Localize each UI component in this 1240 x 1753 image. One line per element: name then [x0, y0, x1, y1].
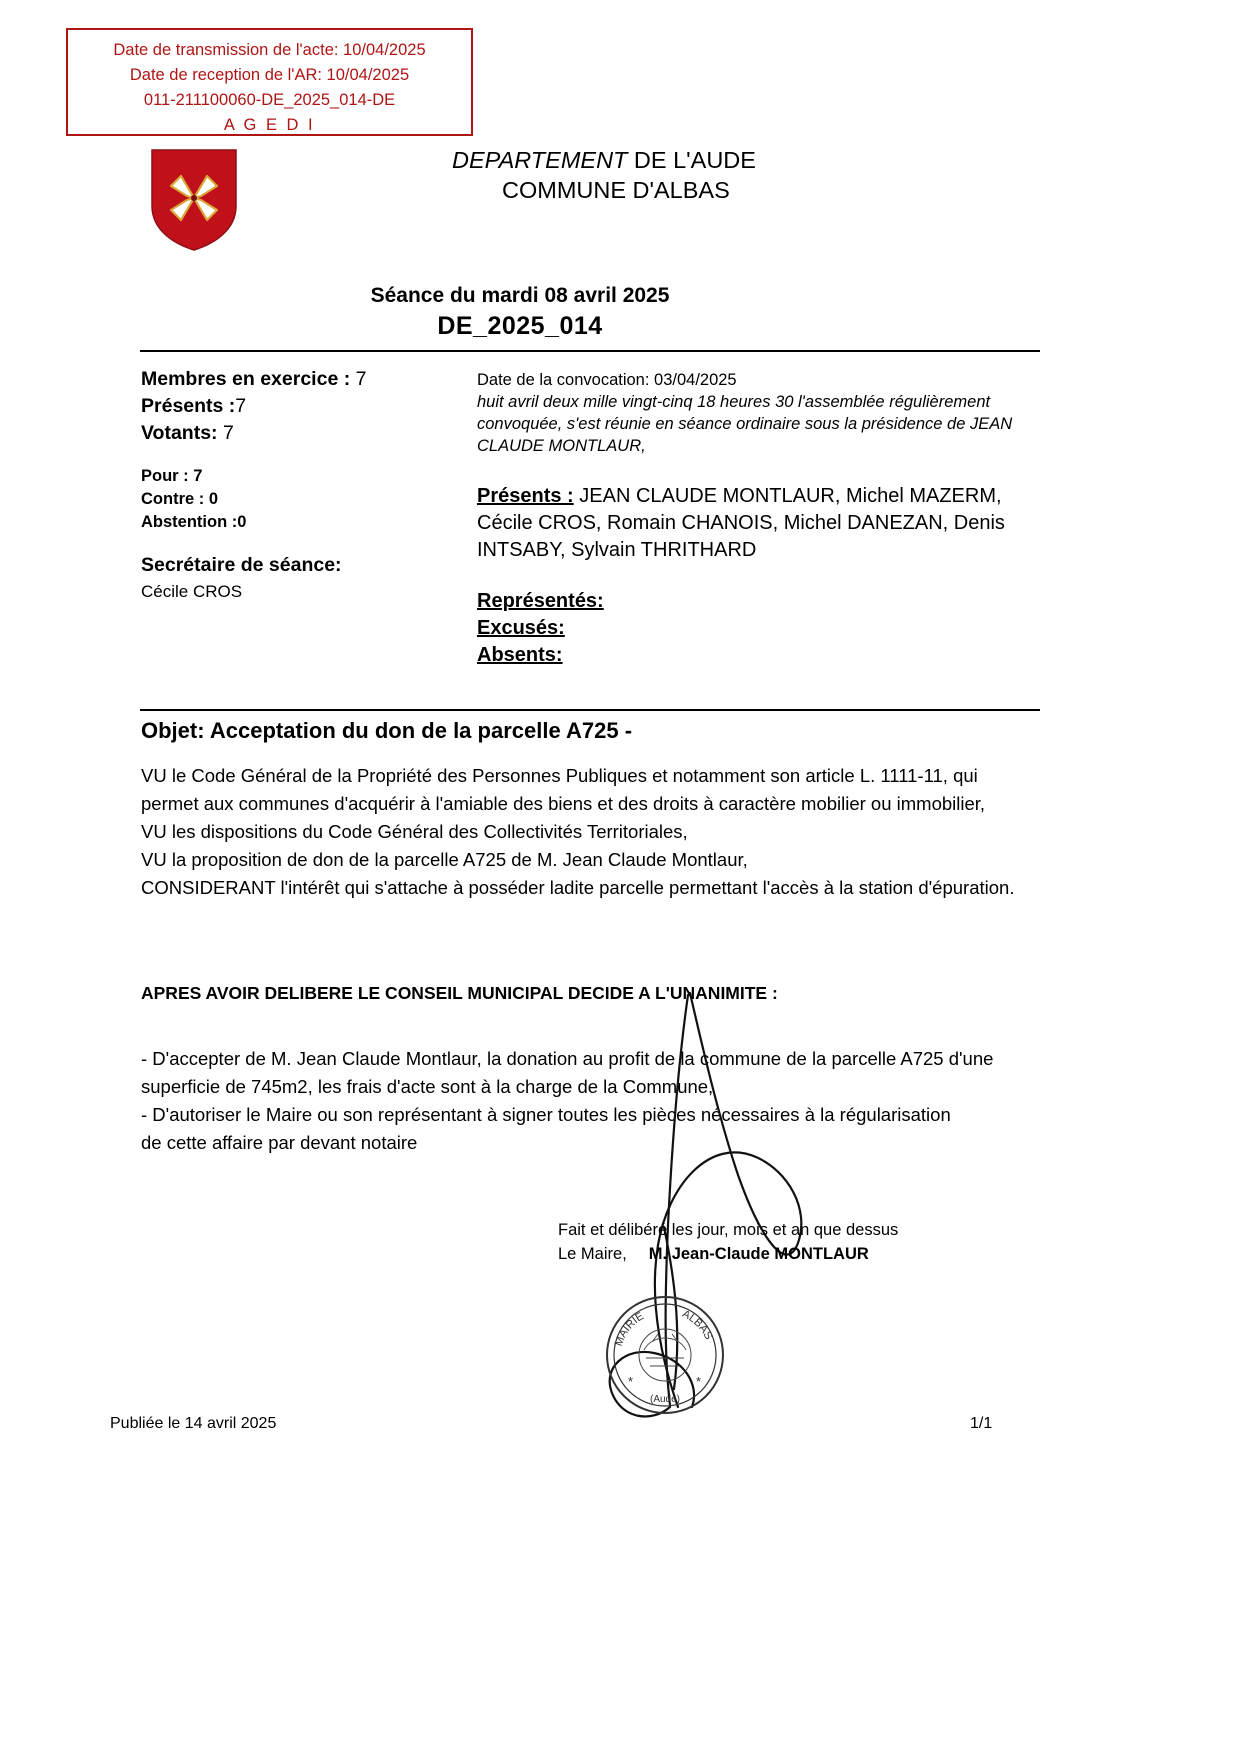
votes-for: Pour : 7: [141, 467, 203, 485]
presents-list-names: JEAN CLAUDE MONTLAUR, Michel MAZERM, Cécile CROS, Romain CHANOIS, Michel DANEZAN, Denis INTSABY, Sylvain THRITHARD: [477, 485, 1005, 561]
svg-text:ALBAS: [680, 1308, 714, 1342]
absents-row: [477, 642, 1022, 669]
seal-bottom-text: (Aude): [649, 1394, 681, 1405]
absence-block: [477, 588, 1022, 669]
presents-count: [141, 393, 471, 420]
presents-list: [477, 483, 1022, 564]
stamp-transmission-date: Date de transmission de l'acte: 10/04/2025: [113, 41, 426, 59]
members-label: Membres en exercice :: [141, 368, 356, 390]
decision-list: [141, 1045, 1041, 1157]
votes-against: Contre : 0: [141, 490, 219, 508]
objet-title: Objet: Acceptation du don de la parcelle A725 -: [141, 718, 633, 743]
presents-count-label: Présents :: [141, 395, 236, 417]
publication-date: Publiée le 14 avril 2025: [110, 1415, 277, 1432]
convocation-paragraph: huit avril deux mille vingt-cinq 18 heures 30 l'assemblée régulièrement convoquée, s'est réunie en séance ordinaire sous la présidence de JEAN CLAUDE MONTLAUR,: [477, 393, 1013, 455]
svg-text:MAIRIE: [613, 1310, 646, 1348]
session-date-title: Séance du mardi 08 avril 2025: [370, 284, 670, 307]
decision-item-2: - D'autoriser le Maire ou son représentant à signer toutes les pièces nécessaires à la régularisation: [141, 1104, 951, 1125]
spacer-2: [141, 534, 471, 552]
maire-name: M. Jean-Claude MONTLAUR: [648, 1245, 869, 1263]
seal-top-text: MAIRIE: [612, 1310, 646, 1348]
stamp-reception-date: Date de reception de l'AR: 10/04/2025: [129, 66, 410, 84]
objet-divider: [140, 709, 1040, 711]
excuses-label: Excusés:: [477, 617, 565, 639]
department-suffix: DE L'AUDE: [627, 147, 756, 173]
members-value: 7: [355, 368, 367, 390]
clause-vu-3: VU la proposition de don de la parcelle A725 de M. Jean Claude Montlaur,: [141, 849, 748, 870]
seal-right-text: ALBAS: [680, 1307, 715, 1342]
clause-considerant: CONSIDERANT l'intérêt qui s'attache à posséder ladite parcelle permettant l'accès à la station d'épuration.: [141, 877, 1015, 898]
department-word: DEPARTEMENT: [452, 147, 628, 173]
spacer: [141, 447, 471, 465]
absents-label: Absents:: [477, 644, 563, 666]
clause-vu-2: VU les dispositions du Code Général des Collectivités Territoriales,: [141, 821, 688, 842]
coat-of-arms-icon: [150, 148, 238, 252]
decision-item-3: de cette affaire par devant notaire: [141, 1132, 418, 1153]
deliberation-reference: DE_2025_014: [437, 312, 603, 340]
voters-value: 7: [222, 422, 234, 444]
page-number: 1/1: [970, 1415, 993, 1432]
decision-item-1: - D'accepter de M. Jean Claude Montlaur, la donation au profit de la commune de la parcelle A725 d'une superficie de 745m2, les frais d'acte sont à la charge de la Commune,: [141, 1048, 994, 1097]
clause-vu-1: VU le Code Général de la Propriété des Personnes Publiques et notamment son article L. 1111-11, qui permet aux communes d'acquérir à l'amiable des biens et des droits à caractère mobilier ou immobilier,: [141, 765, 986, 814]
signature-block: [558, 1218, 978, 1266]
representes-label: Représentés:: [477, 590, 604, 612]
voters-label: Votants:: [141, 422, 223, 444]
signature-statement: Fait et délibéré les jour, mois et an que dessus: [558, 1221, 899, 1239]
voters-count: [141, 420, 471, 447]
presents-count-value: 7: [235, 395, 247, 417]
stamp-agedi-label: A G E D I: [223, 116, 316, 134]
attendance-column: [141, 366, 471, 605]
document-header: [452, 145, 1052, 205]
commune-line: COMMUNE D'ALBAS: [502, 177, 730, 203]
convocation-column: [477, 369, 1022, 669]
secretary-name: Cécile CROS: [141, 582, 243, 601]
department-line: [452, 145, 1052, 175]
municipal-seal-stamp: [600, 1290, 730, 1420]
convocation-date: Date de la convocation: 03/04/2025: [477, 371, 737, 389]
members-in-office: [141, 366, 471, 393]
seal-star-left: *: [628, 1374, 634, 1389]
deliberation-body: [141, 762, 1031, 902]
signature-maire-line: [558, 1242, 978, 1266]
transmission-stamp: [66, 28, 473, 136]
stamp-act-reference: 011-211100060-DE_2025_014-DE: [143, 91, 396, 109]
representes-row: [477, 588, 1022, 615]
secretary-label: Secrétaire de séance:: [141, 554, 342, 576]
excuses-row: [477, 615, 1022, 642]
votes-abstention: Abstention :0: [141, 513, 247, 531]
seal-star-right: *: [696, 1374, 702, 1389]
header-divider: [140, 350, 1040, 352]
decision-heading: APRES AVOIR DELIBERE LE CONSEIL MUNICIPAL DECIDE A L'UNANIMITE :: [141, 983, 778, 1003]
presents-list-label: Présents :: [477, 485, 574, 507]
maire-label: Le Maire,: [558, 1245, 627, 1263]
